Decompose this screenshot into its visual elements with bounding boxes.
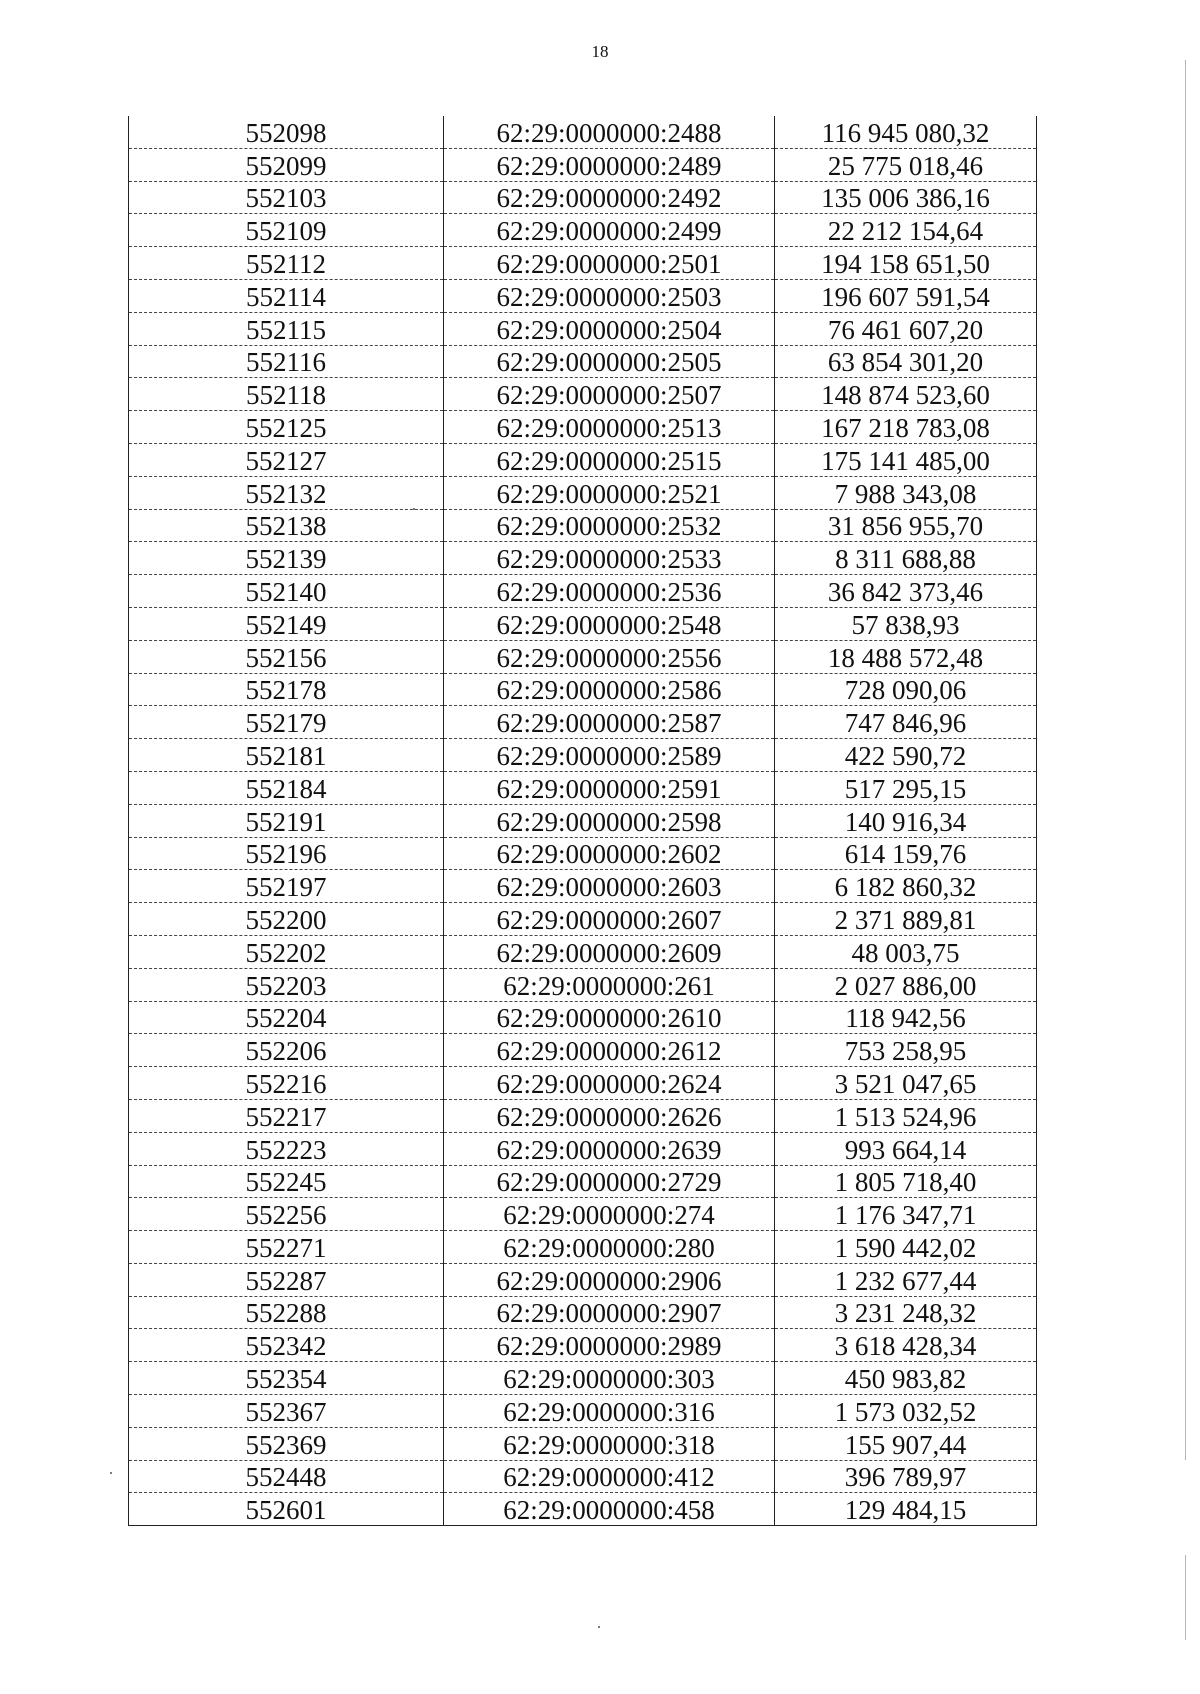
value-cell: 747 846,96 xyxy=(775,706,1037,739)
cadastral-number-cell: 62:29:0000000:2729 xyxy=(444,1165,775,1198)
table-row xyxy=(129,1001,1037,1034)
cadastral-number-cell: 62:29:0000000:2639 xyxy=(444,1132,775,1165)
cadastral-number-cell: 62:29:0000000:2626 xyxy=(444,1099,775,1132)
row-id-cell: 552287 xyxy=(129,1263,444,1296)
cadastral-number-cell: 62:29:0000000:2610 xyxy=(444,1001,775,1034)
value-cell: 116 945 080,32 xyxy=(775,116,1037,148)
row-id-cell: 552139 xyxy=(129,542,444,575)
table-row xyxy=(129,870,1037,903)
row-id-cell: 552200 xyxy=(129,903,444,936)
cadastral-number-cell: 62:29:0000000:2501 xyxy=(444,247,775,280)
table-row xyxy=(129,1231,1037,1264)
table-row xyxy=(129,1493,1037,1526)
cadastral-number-cell: 62:29:0000000:2504 xyxy=(444,312,775,345)
table-row xyxy=(129,673,1037,706)
value-cell: 25 775 018,46 xyxy=(775,148,1037,181)
value-cell: 728 090,06 xyxy=(775,673,1037,706)
cadastral-number-cell: 62:29:0000000:2507 xyxy=(444,378,775,411)
value-cell: 1 590 442,02 xyxy=(775,1231,1037,1264)
cadastral-number-cell: 62:29:0000000:2586 xyxy=(444,673,775,706)
value-cell: 18 488 572,48 xyxy=(775,640,1037,673)
table-row xyxy=(129,542,1037,575)
page-number: 18 xyxy=(591,42,609,61)
value-cell: 3 618 428,34 xyxy=(775,1329,1037,1362)
value-cell: 129 484,15 xyxy=(775,1493,1037,1526)
cadastral-number-cell: 62:29:0000000:2602 xyxy=(444,837,775,870)
row-id-cell: 552367 xyxy=(129,1395,444,1428)
value-cell: 993 664,14 xyxy=(775,1132,1037,1165)
value-cell: 31 856 955,70 xyxy=(775,509,1037,542)
cadastral-number-cell: 62:29:0000000:2603 xyxy=(444,870,775,903)
row-id-cell: 552217 xyxy=(129,1099,444,1132)
table-row xyxy=(129,1099,1037,1132)
table-row xyxy=(129,476,1037,509)
cadastral-number-cell: 62:29:0000000:2556 xyxy=(444,640,775,673)
scan-speck xyxy=(110,1472,112,1474)
row-id-cell: 552149 xyxy=(129,607,444,640)
cadastral-number-cell: 62:29:0000000:2607 xyxy=(444,903,775,936)
table-row xyxy=(129,1427,1037,1460)
table-row xyxy=(129,640,1037,673)
cadastral-number-cell: 62:29:0000000:2609 xyxy=(444,935,775,968)
cadastral-number-cell: 62:29:0000000:274 xyxy=(444,1198,775,1231)
row-id-cell: 552156 xyxy=(129,640,444,673)
row-id-cell: 552191 xyxy=(129,804,444,837)
table-row xyxy=(129,706,1037,739)
table-row xyxy=(129,804,1037,837)
table-row xyxy=(129,1263,1037,1296)
value-cell: 196 607 591,54 xyxy=(775,279,1037,312)
value-cell: 450 983,82 xyxy=(775,1362,1037,1395)
cadastral-number-cell: 62:29:0000000:2906 xyxy=(444,1263,775,1296)
row-id-cell: 552288 xyxy=(129,1296,444,1329)
value-cell: 3 521 047,65 xyxy=(775,1067,1037,1100)
cadastral-number-cell: 62:29:0000000:2536 xyxy=(444,575,775,608)
row-id-cell: 552178 xyxy=(129,673,444,706)
table-row xyxy=(129,1198,1037,1231)
row-id-cell: 552140 xyxy=(129,575,444,608)
cadastral-number-cell: 62:29:0000000:2505 xyxy=(444,345,775,378)
table-row xyxy=(129,378,1037,411)
value-cell: 148 874 523,60 xyxy=(775,378,1037,411)
table-row xyxy=(129,739,1037,772)
row-id-cell: 552132 xyxy=(129,476,444,509)
table-row xyxy=(129,1362,1037,1395)
row-id-cell: 552196 xyxy=(129,837,444,870)
value-cell: 194 158 651,50 xyxy=(775,247,1037,280)
row-id-cell: 552181 xyxy=(129,739,444,772)
row-id-cell: 552115 xyxy=(129,312,444,345)
value-cell: 1 513 524,96 xyxy=(775,1099,1037,1132)
value-cell: 3 231 248,32 xyxy=(775,1296,1037,1329)
table-row xyxy=(129,903,1037,936)
table-row xyxy=(129,607,1037,640)
value-cell: 76 461 607,20 xyxy=(775,312,1037,345)
row-id-cell: 552116 xyxy=(129,345,444,378)
row-id-cell: 552127 xyxy=(129,443,444,476)
value-cell: 135 006 386,16 xyxy=(775,181,1037,214)
value-cell: 140 916,34 xyxy=(775,804,1037,837)
cadastral-number-cell: 62:29:0000000:2488 xyxy=(444,116,775,148)
cadastral-number-cell: 62:29:0000000:261 xyxy=(444,968,775,1001)
data-table xyxy=(128,116,1037,1526)
table-row xyxy=(129,1165,1037,1198)
row-id-cell: 552112 xyxy=(129,247,444,280)
table-row xyxy=(129,1132,1037,1165)
table-row xyxy=(129,1329,1037,1362)
value-cell: 63 854 301,20 xyxy=(775,345,1037,378)
table-row xyxy=(129,509,1037,542)
row-id-cell: 552206 xyxy=(129,1034,444,1067)
table-row xyxy=(129,1296,1037,1329)
table-row xyxy=(129,1067,1037,1100)
table-row xyxy=(129,968,1037,1001)
table-row xyxy=(129,214,1037,247)
table-row xyxy=(129,1395,1037,1428)
value-cell: 2 027 886,00 xyxy=(775,968,1037,1001)
table-row xyxy=(129,345,1037,378)
table-row xyxy=(129,247,1037,280)
value-cell: 1 573 032,52 xyxy=(775,1395,1037,1428)
row-id-cell: 552118 xyxy=(129,378,444,411)
value-cell: 36 842 373,46 xyxy=(775,575,1037,608)
cadastral-number-cell: 62:29:0000000:2492 xyxy=(444,181,775,214)
value-cell: 1 176 347,71 xyxy=(775,1198,1037,1231)
cadastral-number-cell: 62:29:0000000:412 xyxy=(444,1460,775,1493)
table-row xyxy=(129,1034,1037,1067)
value-cell: 614 159,76 xyxy=(775,837,1037,870)
cadastral-number-cell: 62:29:0000000:458 xyxy=(444,1493,775,1526)
row-id-cell: 552179 xyxy=(129,706,444,739)
value-cell: 517 295,15 xyxy=(775,771,1037,804)
cadastral-number-cell: 62:29:0000000:2515 xyxy=(444,443,775,476)
cadastral-number-cell: 62:29:0000000:2513 xyxy=(444,411,775,444)
table-body xyxy=(129,116,1037,1526)
row-id-cell: 552216 xyxy=(129,1067,444,1100)
scan-margin-line xyxy=(1185,60,1186,1460)
value-cell: 48 003,75 xyxy=(775,935,1037,968)
table-row xyxy=(129,1460,1037,1493)
row-id-cell: 552448 xyxy=(129,1460,444,1493)
table-row xyxy=(129,181,1037,214)
cadastral-number-cell: 62:29:0000000:2503 xyxy=(444,279,775,312)
row-id-cell: 552223 xyxy=(129,1132,444,1165)
row-id-cell: 552256 xyxy=(129,1198,444,1231)
value-cell: 1 805 718,40 xyxy=(775,1165,1037,1198)
row-id-cell: 552098 xyxy=(129,116,444,148)
cadastral-number-cell: 62:29:0000000:280 xyxy=(444,1231,775,1264)
cadastral-number-cell: 62:29:0000000:2589 xyxy=(444,739,775,772)
cadastral-number-cell: 62:29:0000000:2587 xyxy=(444,706,775,739)
cadastral-number-cell: 62:29:0000000:2624 xyxy=(444,1067,775,1100)
value-cell: 6 182 860,32 xyxy=(775,870,1037,903)
table-row xyxy=(129,116,1037,148)
cadastral-number-cell: 62:29:0000000:2548 xyxy=(444,607,775,640)
cadastral-number-cell: 62:29:0000000:2989 xyxy=(444,1329,775,1362)
row-id-cell: 552114 xyxy=(129,279,444,312)
row-id-cell: 552342 xyxy=(129,1329,444,1362)
table-row xyxy=(129,935,1037,968)
table-row xyxy=(129,411,1037,444)
cadastral-number-cell: 62:29:0000000:2533 xyxy=(444,542,775,575)
value-cell: 22 212 154,64 xyxy=(775,214,1037,247)
cadastral-number-cell: 62:29:0000000:2612 xyxy=(444,1034,775,1067)
cadastral-number-cell: 62:29:0000000:2907 xyxy=(444,1296,775,1329)
value-cell: 1 232 677,44 xyxy=(775,1263,1037,1296)
row-id-cell: 552103 xyxy=(129,181,444,214)
row-id-cell: 552109 xyxy=(129,214,444,247)
cadastral-number-cell: 62:29:0000000:2591 xyxy=(444,771,775,804)
table-row xyxy=(129,837,1037,870)
row-id-cell: 552204 xyxy=(129,1001,444,1034)
cadastral-number-cell: 62:29:0000000:2598 xyxy=(444,804,775,837)
table-row xyxy=(129,148,1037,181)
value-cell: 118 942,56 xyxy=(775,1001,1037,1034)
value-cell: 396 789,97 xyxy=(775,1460,1037,1493)
table-row xyxy=(129,575,1037,608)
row-id-cell: 552184 xyxy=(129,771,444,804)
scan-speck xyxy=(413,508,415,510)
value-cell: 8 311 688,88 xyxy=(775,542,1037,575)
value-cell: 175 141 485,00 xyxy=(775,443,1037,476)
cadastral-number-cell: 62:29:0000000:2489 xyxy=(444,148,775,181)
row-id-cell: 552271 xyxy=(129,1231,444,1264)
scan-margin-line xyxy=(1185,1555,1186,1640)
row-id-cell: 552099 xyxy=(129,148,444,181)
value-cell: 7 988 343,08 xyxy=(775,476,1037,509)
table-row xyxy=(129,312,1037,345)
cadastral-number-cell: 62:29:0000000:2521 xyxy=(444,476,775,509)
row-id-cell: 552245 xyxy=(129,1165,444,1198)
cadastral-number-cell: 62:29:0000000:2499 xyxy=(444,214,775,247)
row-id-cell: 552601 xyxy=(129,1493,444,1526)
row-id-cell: 552203 xyxy=(129,968,444,1001)
cadastral-number-cell: 62:29:0000000:2532 xyxy=(444,509,775,542)
value-cell: 167 218 783,08 xyxy=(775,411,1037,444)
value-cell: 155 907,44 xyxy=(775,1427,1037,1460)
row-id-cell: 552354 xyxy=(129,1362,444,1395)
value-cell: 422 590,72 xyxy=(775,739,1037,772)
scan-speck xyxy=(598,1626,600,1628)
value-cell: 57 838,93 xyxy=(775,607,1037,640)
row-id-cell: 552125 xyxy=(129,411,444,444)
table-row xyxy=(129,279,1037,312)
row-id-cell: 552369 xyxy=(129,1427,444,1460)
value-cell: 2 371 889,81 xyxy=(775,903,1037,936)
table-row xyxy=(129,771,1037,804)
cadastral-number-cell: 62:29:0000000:303 xyxy=(444,1362,775,1395)
row-id-cell: 552202 xyxy=(129,935,444,968)
row-id-cell: 552197 xyxy=(129,870,444,903)
cadastral-number-cell: 62:29:0000000:316 xyxy=(444,1395,775,1428)
row-id-cell: 552138 xyxy=(129,509,444,542)
value-cell: 753 258,95 xyxy=(775,1034,1037,1067)
table-row xyxy=(129,443,1037,476)
cadastral-number-cell: 62:29:0000000:318 xyxy=(444,1427,775,1460)
